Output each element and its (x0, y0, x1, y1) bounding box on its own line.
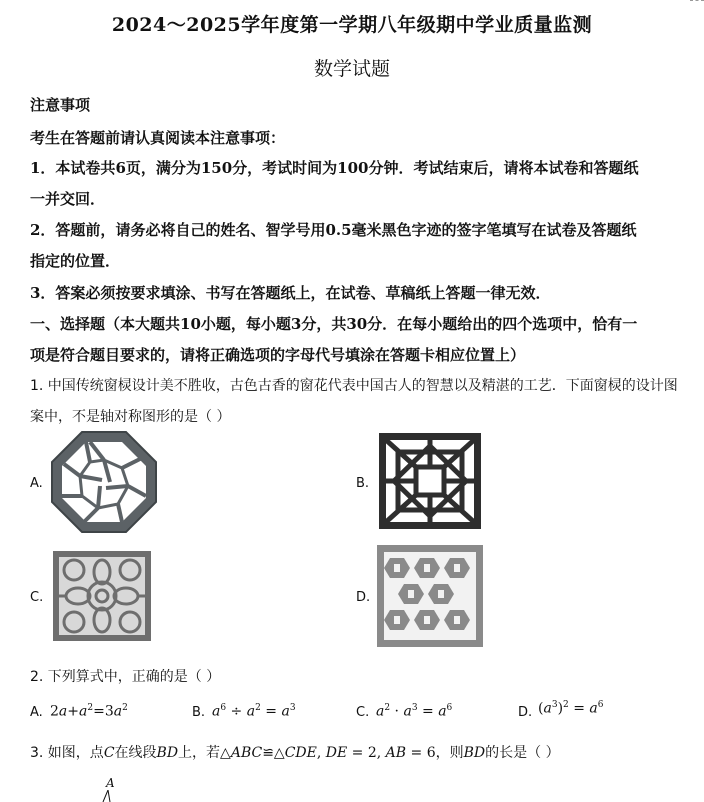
q2-option-c-label: C. (356, 705, 370, 720)
question-1-line-2: 案中，不是轴对称图形的是（ ） (30, 409, 231, 425)
exam-subtitle: 数学试题 (313, 58, 390, 80)
q2-option-d-label: D. (518, 705, 533, 720)
window-floral-lattice-image (52, 550, 152, 642)
exam-title: 2024～2025学年度第一学期八年级期中学业质量监测 (111, 14, 593, 36)
q1-option-a-label: A. (30, 476, 43, 491)
figure-point-a-label: A (106, 776, 115, 790)
notice-intro: 考生在答题前请认真阅读本注意事项： (30, 129, 286, 147)
notice-2-line-2: 指定的位置． (30, 252, 121, 270)
q1-option-d-label: D. (356, 590, 371, 605)
q2-option-b-label: B. (192, 705, 206, 720)
question-1-line-1: 1. 中国传统窗棂设计美不胜收，古色古香的窗花代表中国古人的智慧以及精湛的工艺．下面窗棂的设计图 (30, 378, 678, 394)
notice-heading: 注意事项 (30, 96, 91, 114)
q3-prefix: 3. 如图，点 (30, 745, 104, 761)
q1-option-c-label: C. (30, 590, 44, 605)
section-1-line-1: 一、选择题（本大题共10小题，每小题3分，共30分．在每小题给出的四个选项中，恰有一 (30, 315, 638, 333)
window-tile-lattice-image (376, 544, 484, 648)
q3-mid3: ，则 (435, 745, 464, 761)
q3-mid1: 在线段 (114, 745, 157, 761)
q3-suffix: 的长是（ ） (485, 745, 560, 761)
notice-2-line-1: 2．答题前，请务必将自己的姓名、智学号用0.5毫米黑色字迹的签字笔填写在试卷及答题纸 (30, 221, 637, 239)
question-2: 2. 下列算式中，正确的是（ ） (30, 669, 221, 685)
notice-1-line-2: 一并交回． (30, 190, 106, 208)
notice-3: 3．答案必须按要求填涂、书写在答题纸上，在试卷、草稿纸上答题一律无效． (30, 284, 551, 302)
question-3: 3. 如图，点C在线段BD上，若△ABC≌△CDE, DE = 2, AB = 6，则BD的长是（ ） (30, 745, 560, 761)
q2-option-a-formula: $2a+a^2=3a^2$ (50, 703, 128, 720)
q3-mid2: 上，若 (178, 745, 221, 761)
page-corner-mark (690, 0, 704, 3)
q2-option-b-formula: $a^6 \div a^2 = a^3$ (212, 703, 296, 720)
q2-option-d-formula: $(a^3)^2 = a^6$ (538, 700, 604, 717)
q1-option-b-label: B. (356, 476, 370, 491)
notice-1-line-1: 1．本试卷共6页，满分为150分，考试时间为100分钟．考试结束后，请将本试卷和答题纸 (30, 159, 639, 177)
section-1-line-2: 项是符合题目要求的，请将正确选项的字母代号填涂在答题卡相应位置上） (30, 346, 526, 364)
q2-option-c-formula: $a^2 \cdot a^3 = a^6$ (376, 703, 453, 720)
window-square-lattice-image (378, 432, 482, 530)
figure-fragment (100, 790, 116, 802)
q2-option-a-label: A. (30, 705, 43, 720)
window-octagon-image (50, 430, 158, 534)
